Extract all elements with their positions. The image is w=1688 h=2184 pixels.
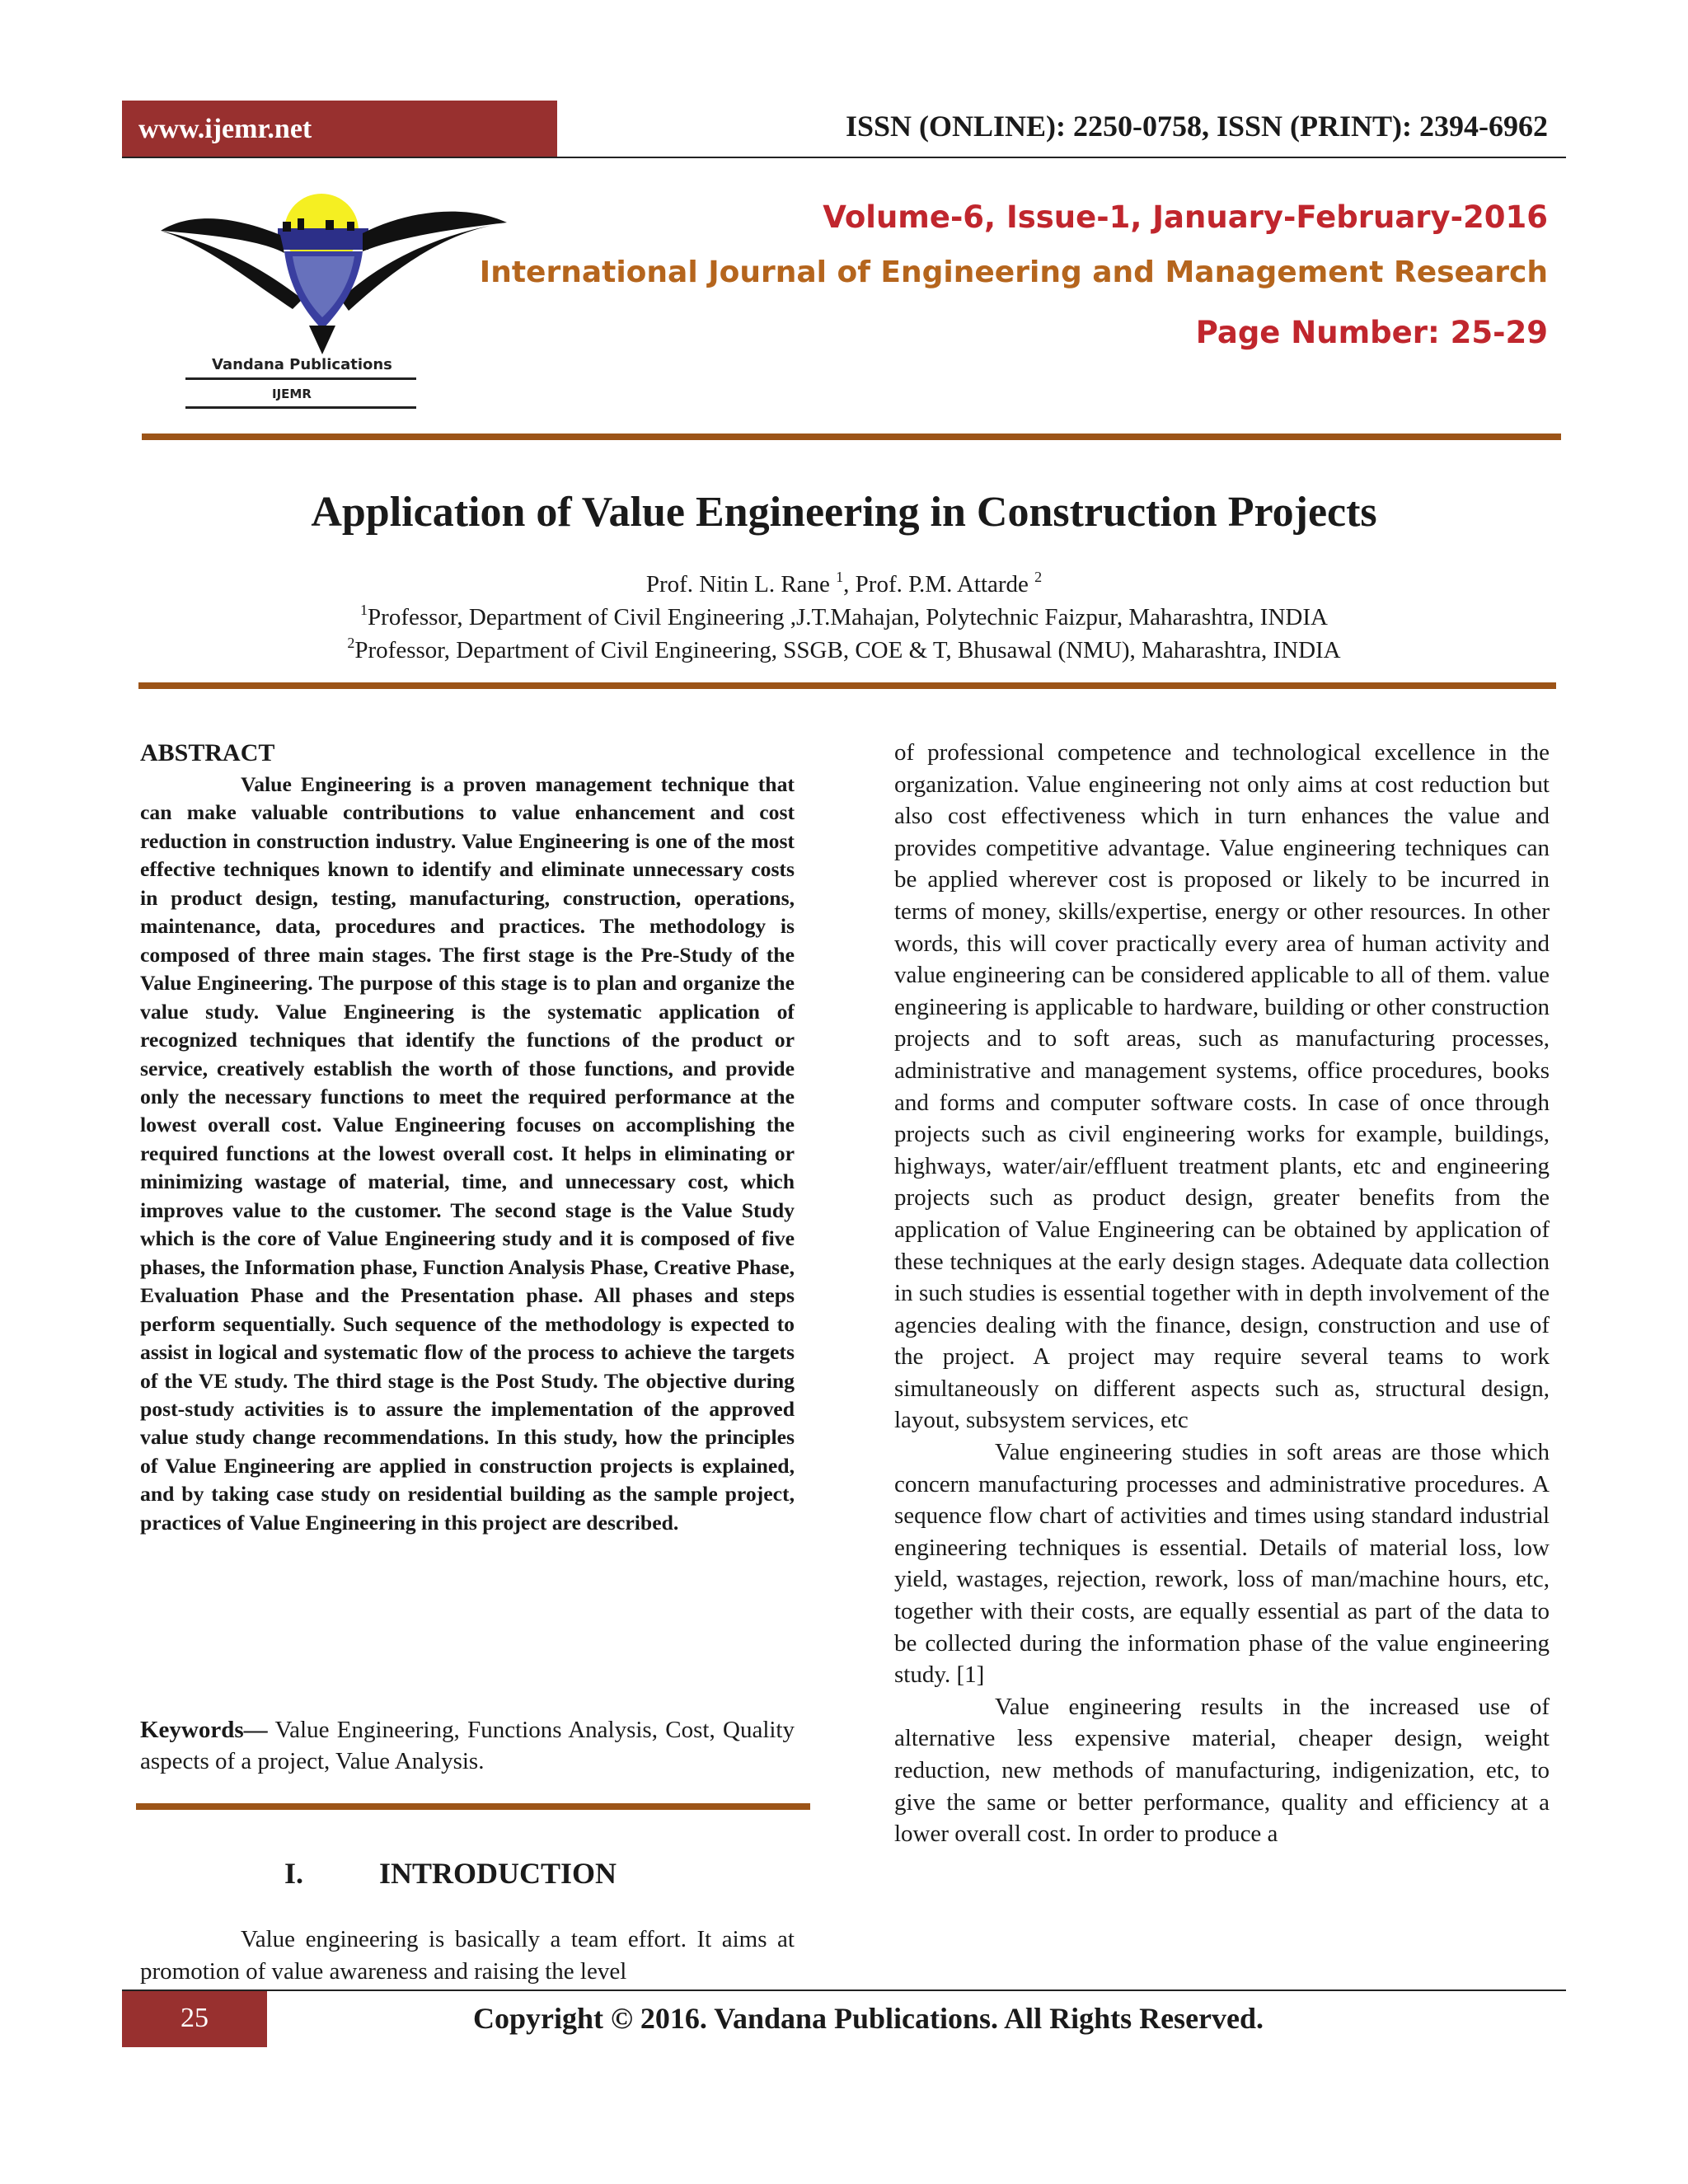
right-paragraph-3: Value engineering results in the increased use of alternative less expensive material, cheaper design, weight reduction, new methods of manufacturing, indigenization, etc, to give the same or better performance, quality and efficiency at a lower overall cost. In order to produce a [894,1693,1550,1848]
keywords-text: Value Engineering, Functions Analysis, Cost, Quality aspects of a project, Value Analysis. [140,1717,795,1774]
logo-publisher-text: Vandana Publications [212,356,392,373]
affiliation-1-mark: 1 [360,602,368,618]
affiliation-2-mark: 2 [347,635,355,651]
footer-divider [122,1990,1566,1991]
page-range: Page Number: 25-29 [1195,315,1548,350]
author-2: , Prof. P.M. Attarde [843,571,1035,598]
section-number: I. [284,1857,304,1890]
affiliation-1-text: Professor, Department of Civil Engineering ,J.T.Mahajan, Polytechnic Faizpur, Maharashtra, INDIA [368,604,1328,630]
author-1-affiliation-mark: 1 [836,569,844,585]
site-url-band[interactable]: www.ijemr.net [122,101,557,158]
affiliation-1 [0,602,1688,631]
introduction-paragraph: Value engineering is basically a team effort. It aims at promotion of value awareness and raising the level [140,1926,795,1985]
title-top-divider [142,434,1561,440]
logo-acronym-text: IJEMR [272,387,312,401]
journal-logo [161,185,507,412]
right-column [894,737,1550,1850]
affiliation-2 [0,635,1688,664]
abstract-heading: ABSTRACT [140,739,275,766]
journal-name: International Journal of Engineering and Management Research [479,255,1548,289]
author-2-affiliation-mark: 2 [1034,569,1043,585]
issn-text: ISSN (ONLINE): 2250-0758, ISSN (PRINT): 2394-6962 [845,110,1548,143]
section-heading-introduction [284,1856,617,1891]
section-title: INTRODUCTION [379,1857,617,1890]
header-divider [122,157,1566,158]
keywords-divider [136,1803,810,1810]
volume-issue: Volume-6, Issue-1, January-February-2016 [823,199,1548,235]
page-number: 25 [122,1991,267,2047]
title-bottom-divider [138,682,1556,689]
author-list [0,569,1688,598]
affiliation-2-text: Professor, Department of Civil Engineering, SSGB, COE & T, Bhusawal (NMU), Maharashtra, INDIA [354,637,1341,663]
keywords-label: Keywords— [140,1717,268,1743]
right-paragraph-2: Value engineering studies in soft areas are those which concern manufacturing processes and administrative procedures. A sequence flow chart of activities and times using standard industrial engineering techniques is essential. Details of material loss, low yield, wastages, rejection, rework, loss of man/machine hours, etc, together with their costs, are equally essential as part of the data to be collected during the information phase of the value engineering study. [1] [894,1439,1550,1689]
keywords [140,1714,795,1777]
abstract-body: Value Engineering is a proven management technique that can make valuable contributions to value enhancement and cost reduction in construction industry. Value Engineering is one of the most effective techniques known to identify and eliminate unnecessary costs in product design, testing, manufacturing, construction, operations, maintenance, data, procedures and practices. The methodology is composed of three main stages. The first stage is the Pre-Study of the Value Engineering. The purpose of this stage is to plan and organize the value study. Value Engineering is the systematic application of recognized techniques that identify the functions of the product or service, creatively establish the worth of those functions, and provide only the necessary functions to meet the required performance at the lowest overall cost. Value Engineering focuses on accomplishing the required functions at the lowest overall cost. It helps in eliminating or minimizing wastage of material, time, and unnecessary cost, which improves value to the customer. The second stage is the Value Study which is the core of Value Engineering study and it is composed of five phases, the Information phase, Function Analysis Phase, Creative Phase, Evaluation Phase and the Presentation phase. All phases and steps perform sequentially. Such sequence of the methodology is expected to assist in logical and systematic flow of the process to achieve the targets of the VE study. The third stage is the Post Study. The objective during post-study activities is to assure the implementation of the approved value study change recommendations. In this study, how the principles of Value Engineering are applied in construction projects is explained, and by taking case study on residential building as the sample project, practices of Value Engineering in this project are described. [140,772,795,1535]
bird-sun-logo-icon [161,185,507,412]
paper-title: Application of Value Engineering in Construction Projects [311,489,1377,536]
copyright-notice: Copyright © 2016. Vandana Publications. All Rights Reserved. [473,2002,1264,2035]
right-paragraph-1: of professional competence and technological excellence in the organization. Value engineering not only aims at cost reduction but also cost effectiveness which in turn enhances the value and provides competitive advantage. Value engineering techniques can be applied wherever cost is proposed or likely to be incurred in terms of money, skills/expertise, energy or other resources. In other words, this will cover practically every area of human activity and value engineering can be considered applicable to all of them. value engineering is applicable to hardware, building or other construction projects and to soft areas, such as manufacturing processes, administrative and management systems, office procedures, books and forms and computer software costs. In case of once through projects such as civil engineering works for example, buildings, highways, water/air/effluent treatment plants, etc and engineering projects such as product design, greater benefits from the application of Value Engineering can be obtained by application of these techniques at the early design stages. Adequate data collection in such studies is essential together with in depth involvement of the agencies dealing with the finance, design, construction and use of the project. A project may require several teams to work simultaneously on different aspects such as, structural design, layout, subsystem services, etc [894,739,1550,1434]
author-1: Prof. Nitin L. Rane [645,571,837,598]
